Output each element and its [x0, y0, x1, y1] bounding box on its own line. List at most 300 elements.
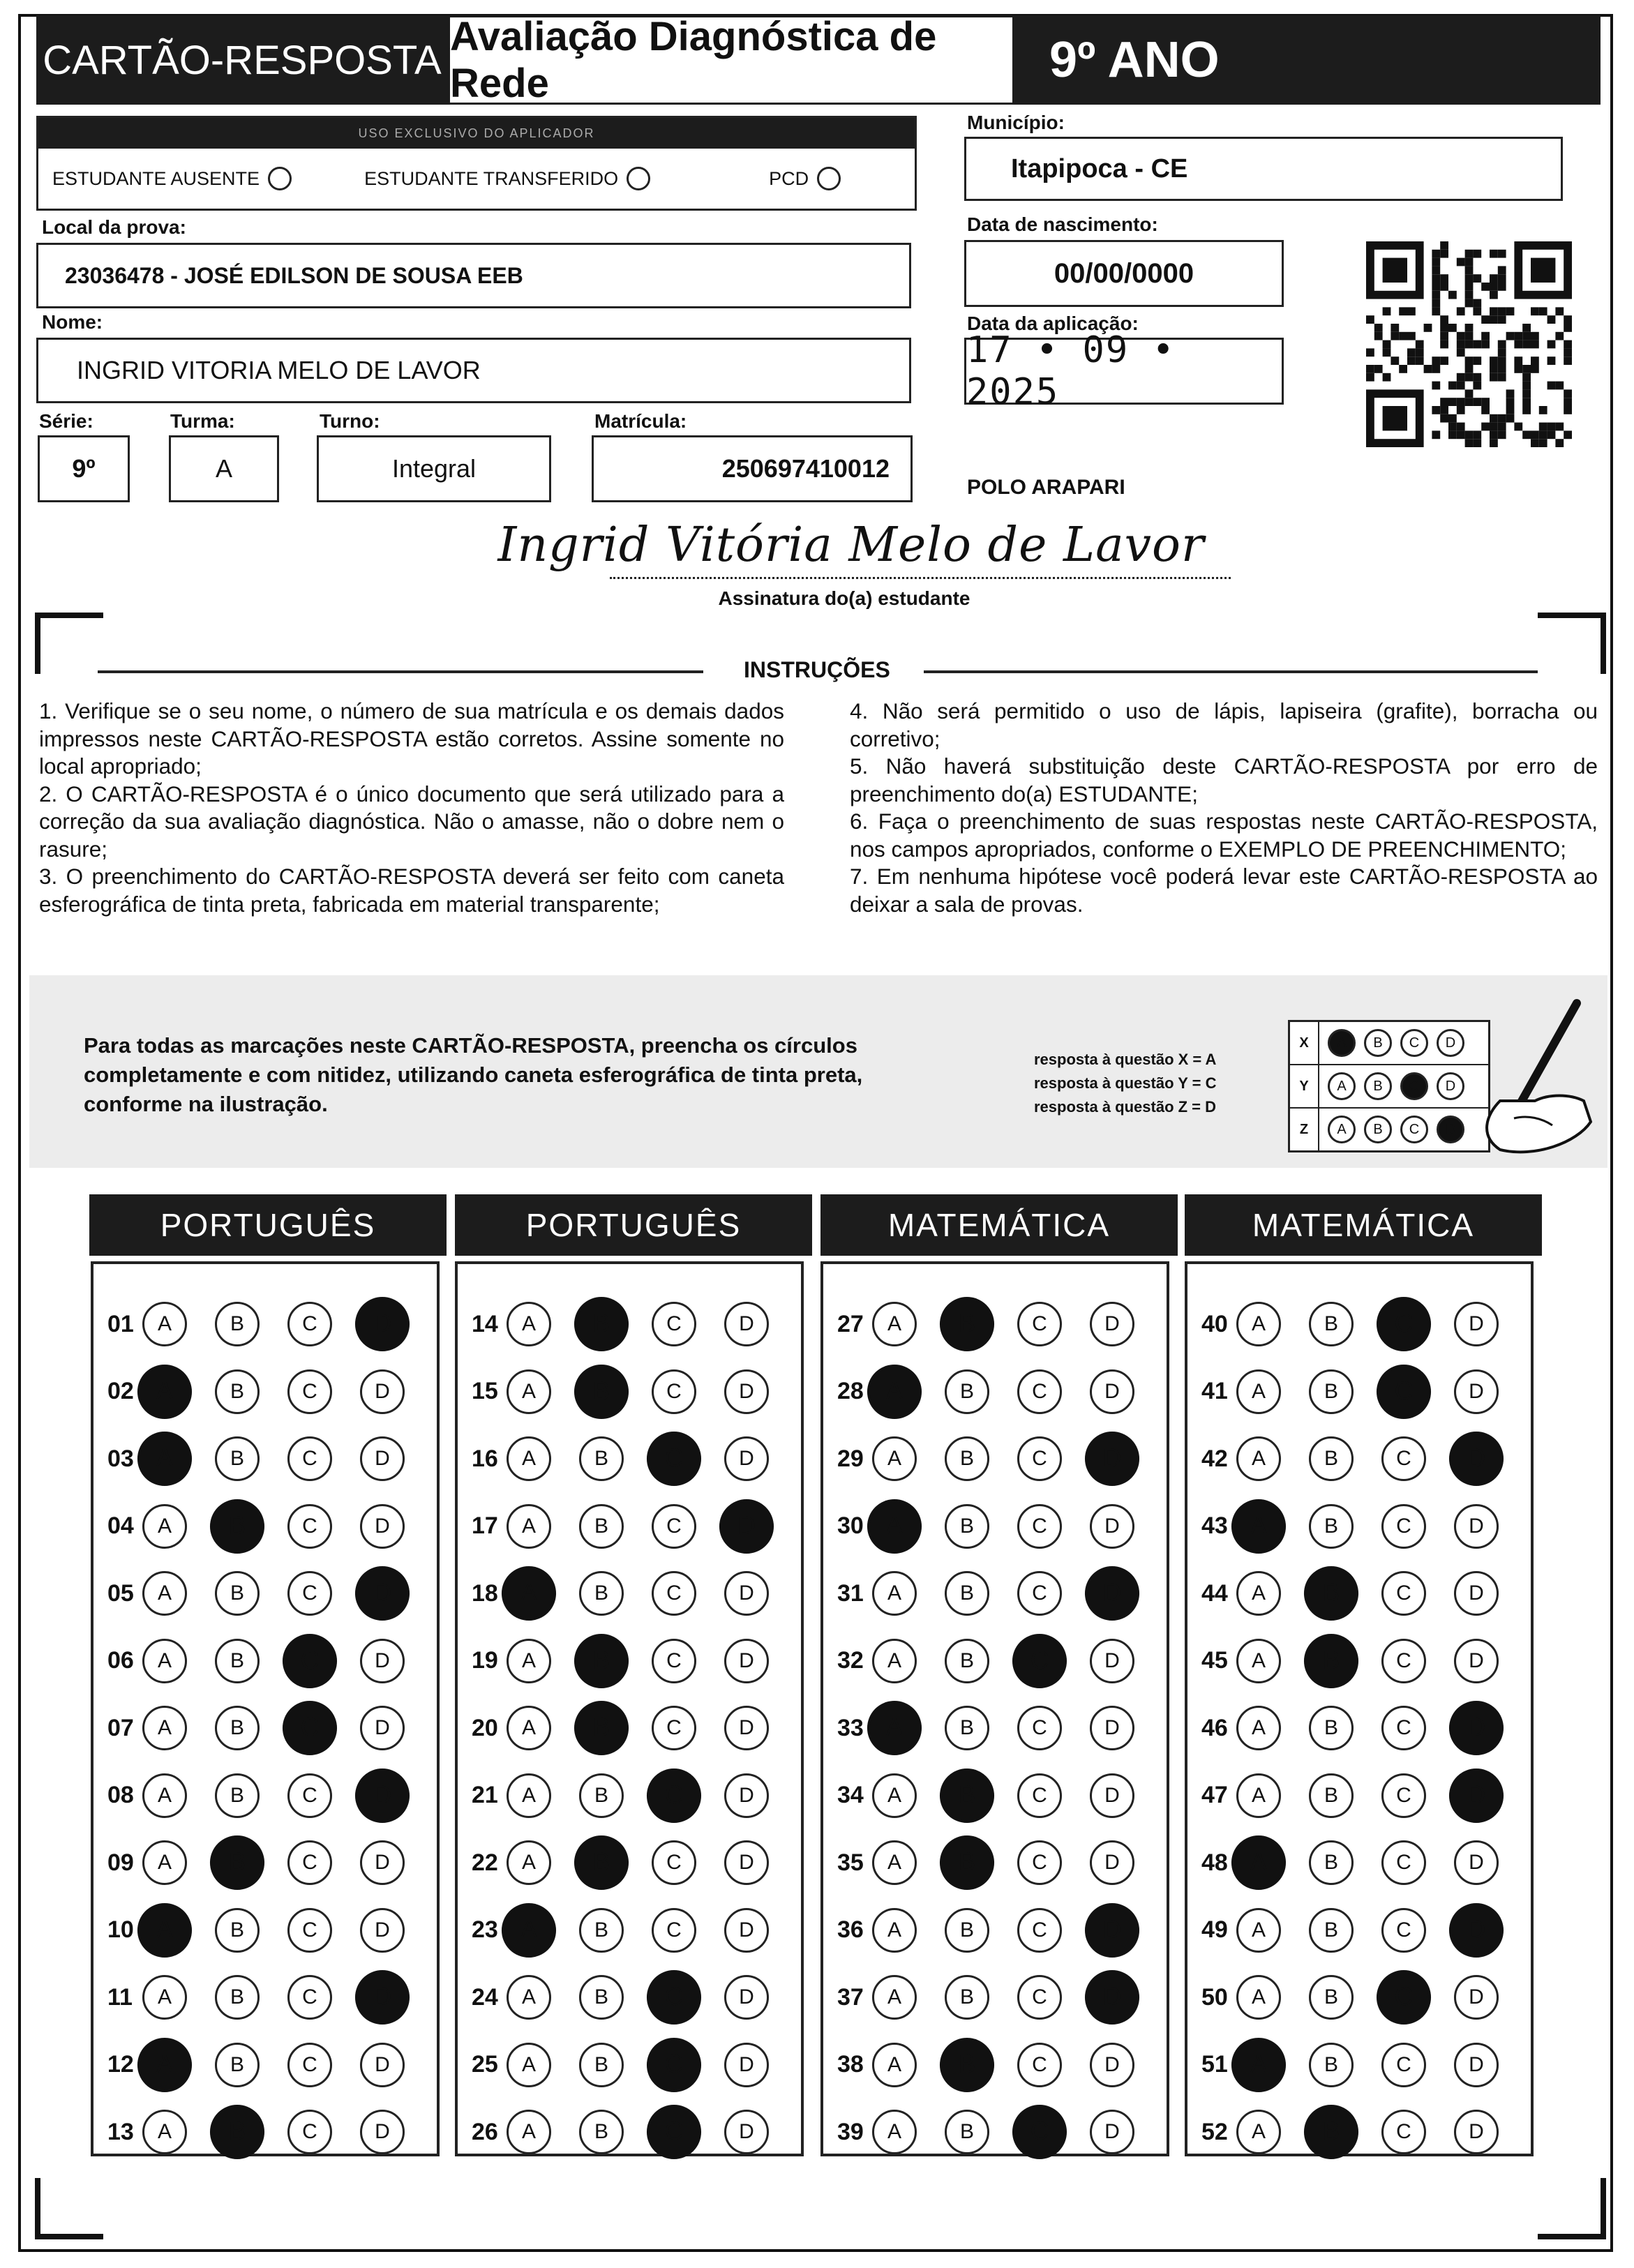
answer-bubble-c[interactable]: C: [1017, 1908, 1062, 1953]
answer-bubble-b[interactable]: B: [215, 1773, 260, 1818]
answer-bubble-d[interactable]: D: [1090, 2110, 1134, 2154]
answer-bubble-b[interactable]: B: [579, 1504, 624, 1549]
section-title: PORTUGUÊS: [89, 1194, 447, 1256]
answer-bubble-c[interactable]: C: [1377, 1364, 1431, 1418]
answer-bubble-a[interactable]: A: [867, 1701, 922, 1755]
answer-bubble-d[interactable]: D: [1454, 1571, 1499, 1616]
answer-bubble-c[interactable]: C: [652, 1302, 696, 1346]
question-row: [472, 1364, 797, 1420]
answer-bubble-c[interactable]: C: [652, 1571, 696, 1616]
answer-bubble-a[interactable]: A: [1231, 1499, 1286, 1553]
answer-bubble-d[interactable]: D: [360, 1706, 405, 1750]
question-row: [472, 1431, 797, 1487]
answer-bubble-b[interactable]: B: [1309, 1504, 1354, 1549]
answer-bubble-c[interactable]: C: [283, 1633, 337, 1688]
answer-bubble-c[interactable]: C: [647, 2037, 701, 2091]
answer-bubble-c[interactable]: C: [287, 1369, 332, 1414]
answer-bubble-d[interactable]: D: [360, 1840, 405, 1885]
answer-bubble-b[interactable]: B: [215, 1369, 260, 1414]
answer-bubble-c[interactable]: C: [287, 1975, 332, 2020]
answer-bubble-b[interactable]: B: [945, 1639, 989, 1683]
answer-bubble-d[interactable]: D: [1090, 1840, 1134, 1885]
answer-bubble-a[interactable]: A: [872, 2110, 917, 2154]
corner-mark-bottom-right: [1538, 2178, 1606, 2239]
answer-bubble-d[interactable]: D: [1454, 1302, 1499, 1346]
answer-bubble-b[interactable]: B: [945, 1436, 989, 1481]
answer-bubble-c[interactable]: C: [287, 2043, 332, 2087]
answer-bubble-a[interactable]: A: [502, 1566, 556, 1621]
answer-bubble-a[interactable]: A: [1236, 1369, 1281, 1414]
answer-bubble-c[interactable]: C: [1381, 1639, 1426, 1683]
answer-bubble-b[interactable]: B: [1309, 1975, 1354, 2020]
answer-bubble-b[interactable]: B: [940, 2037, 994, 2091]
answer-bubble-d[interactable]: D: [1085, 1432, 1139, 1486]
answer-bubble-d[interactable]: D: [1454, 1639, 1499, 1683]
question-row: [107, 1835, 433, 1891]
fill-example-grid: [1288, 1020, 1490, 1152]
example-bubble-a: A: [1328, 1116, 1356, 1143]
answer-bubble-a[interactable]: A: [507, 1975, 551, 2020]
answer-bubble-a[interactable]: A: [1231, 1835, 1286, 1890]
answer-bubble-c[interactable]: C: [1377, 1970, 1431, 2025]
question-row: [472, 2037, 797, 2093]
answer-bubble-b[interactable]: B: [574, 1297, 629, 1351]
answer-bubble-a[interactable]: A: [867, 1499, 922, 1553]
answer-bubble-c[interactable]: C: [652, 1706, 696, 1750]
answer-bubble-a[interactable]: A: [507, 1773, 551, 1818]
answer-bubble-d[interactable]: D: [355, 1566, 410, 1621]
answer-bubble-b[interactable]: B: [579, 2110, 624, 2154]
question-row: [1201, 1431, 1527, 1487]
answer-bubble-d[interactable]: D: [1454, 1504, 1499, 1549]
answer-bubble-b[interactable]: B: [215, 1639, 260, 1683]
answer-bubble-d[interactable]: D: [724, 1840, 769, 1885]
city-field: Itapipoca - CE: [964, 137, 1563, 201]
answer-bubble-d[interactable]: D: [360, 1369, 405, 1414]
answer-bubble-c[interactable]: C: [1381, 1436, 1426, 1481]
answer-bubble-d[interactable]: D: [1085, 1566, 1139, 1621]
answer-bubble-d[interactable]: D: [355, 1768, 410, 1822]
answer-bubble-a[interactable]: A: [872, 1773, 917, 1818]
question-number: 41: [1201, 1378, 1228, 1404]
answer-bubble-d[interactable]: D: [1454, 1975, 1499, 2020]
answer-bubble-a[interactable]: A: [507, 2110, 551, 2154]
answer-bubble-d[interactable]: D: [1454, 2043, 1499, 2087]
answer-bubble-c[interactable]: C: [287, 1504, 332, 1549]
answer-bubble-c[interactable]: C: [1012, 2105, 1067, 2159]
question-number: 47: [1201, 1782, 1228, 1808]
answer-bubble-d[interactable]: D: [724, 1639, 769, 1683]
answer-bubble-d[interactable]: D: [360, 1908, 405, 1953]
absent-label: ESTUDANTE AUSENTE: [52, 167, 260, 189]
question-number: 25: [472, 2051, 498, 2078]
answer-bubble-b[interactable]: B: [945, 1975, 989, 2020]
answer-bubble-b[interactable]: B: [579, 1773, 624, 1818]
answer-bubble-b[interactable]: B: [1309, 1908, 1354, 1953]
question-number: 27: [837, 1310, 864, 1337]
answer-bubble-a[interactable]: A: [1236, 1436, 1281, 1481]
answer-bubble-a[interactable]: A: [142, 1639, 187, 1683]
answer-bubble-d[interactable]: D: [1090, 1302, 1134, 1346]
answer-bubble-b[interactable]: B: [945, 1706, 989, 1750]
class-label: Turma:: [170, 410, 235, 432]
answer-bubble-b[interactable]: B: [210, 2105, 264, 2159]
answer-bubble-b[interactable]: B: [574, 1835, 629, 1890]
answer-bubble-a[interactable]: A: [872, 1975, 917, 2020]
question-row: [472, 1633, 797, 1689]
answer-bubble-a[interactable]: A: [142, 1773, 187, 1818]
question-row: [472, 1835, 797, 1891]
answer-bubble-d[interactable]: D: [1090, 1773, 1134, 1818]
answer-bubble-d[interactable]: D: [1454, 2110, 1499, 2154]
fill-example-legend: [1034, 1048, 1216, 1119]
answer-column: [91, 1261, 440, 2156]
answer-bubble-a[interactable]: A: [142, 1504, 187, 1549]
question-row: [107, 1499, 433, 1554]
pcd-radio[interactable]: [817, 167, 841, 190]
answer-bubble-a[interactable]: A: [507, 1369, 551, 1414]
legend-y: resposta à questão Y = C: [1034, 1074, 1217, 1092]
fill-example-text: Para todas as marcações neste CARTÃO-RESPOSTA, preencha os círculos completamente e com nitidez, utilizando caneta esferográfica de tinta preta, conforme na ilustração.: [84, 1033, 863, 1116]
answer-bubble-c[interactable]: C: [1377, 1297, 1431, 1351]
question-row: [1201, 1296, 1527, 1352]
answer-bubble-c[interactable]: C: [1017, 1773, 1062, 1818]
question-number: 30: [837, 1512, 864, 1539]
answer-bubble-c[interactable]: C: [1381, 1571, 1426, 1616]
enrollment-field: 250697410012: [592, 435, 913, 502]
question-row: [837, 2104, 1162, 2160]
answer-bubble-a[interactable]: A: [1231, 2037, 1286, 2091]
question-number: 24: [472, 1983, 498, 2011]
answer-bubble-c[interactable]: C: [287, 1302, 332, 1346]
question-number: 01: [107, 1310, 134, 1337]
example-bubble-b: B: [1364, 1116, 1392, 1143]
answer-bubble-b[interactable]: B: [579, 1436, 624, 1481]
answer-bubble-b[interactable]: B: [579, 1571, 624, 1616]
answer-bubble-a[interactable]: A: [872, 1908, 917, 1953]
question-number: 19: [472, 1647, 498, 1674]
question-row: [837, 2037, 1162, 2093]
answer-bubble-c[interactable]: C: [652, 1908, 696, 1953]
answer-bubble-d[interactable]: D: [1085, 1970, 1139, 2025]
answer-bubble-c[interactable]: C: [1017, 1369, 1062, 1414]
city-label: Município:: [967, 112, 1065, 133]
answer-bubble-c[interactable]: C: [1017, 1436, 1062, 1481]
answer-bubble-b[interactable]: B: [215, 2043, 260, 2087]
answer-bubble-b[interactable]: B: [1309, 1706, 1354, 1750]
answer-bubble-c[interactable]: C: [652, 1369, 696, 1414]
class-field: A: [169, 435, 279, 502]
name-label: Nome:: [42, 311, 103, 333]
transferred-radio[interactable]: [627, 167, 650, 190]
answer-bubble-d[interactable]: D: [724, 1773, 769, 1818]
answer-bubble-c[interactable]: C: [647, 1768, 701, 1822]
answer-bubble-a[interactable]: A: [507, 2043, 551, 2087]
answer-bubble-b[interactable]: B: [215, 1706, 260, 1750]
answer-bubble-d[interactable]: D: [1449, 1902, 1504, 1957]
answer-bubble-d[interactable]: D: [724, 2110, 769, 2154]
answer-bubble-c[interactable]: C: [1381, 2043, 1426, 2087]
question-row: [837, 1565, 1162, 1621]
answer-bubble-b[interactable]: B: [940, 1768, 994, 1822]
absent-radio[interactable]: [268, 167, 292, 190]
answer-bubble-c[interactable]: C: [287, 1436, 332, 1481]
section-title: PORTUGUÊS: [455, 1194, 812, 1256]
question-number: 15: [472, 1378, 498, 1404]
question-row: [472, 2104, 797, 2160]
answer-bubble-a[interactable]: A: [872, 1571, 917, 1616]
answer-bubble-b[interactable]: B: [574, 1633, 629, 1688]
answer-bubble-a[interactable]: A: [1236, 1975, 1281, 2020]
answer-bubble-b[interactable]: B: [1309, 1436, 1354, 1481]
answer-bubble-c[interactable]: C: [647, 1970, 701, 2025]
answer-bubble-d[interactable]: D: [1085, 1902, 1139, 1957]
answer-bubble-a[interactable]: A: [507, 1302, 551, 1346]
answer-bubble-c[interactable]: C: [1017, 1571, 1062, 1616]
answer-bubble-c[interactable]: C: [647, 1432, 701, 1486]
answer-bubble-d[interactable]: D: [1090, 1504, 1134, 1549]
answer-bubble-b[interactable]: B: [945, 2110, 989, 2154]
answer-bubble-c[interactable]: C: [1381, 1706, 1426, 1750]
answer-bubble-c[interactable]: C: [283, 1701, 337, 1755]
question-row: [107, 1431, 433, 1487]
question-number: 35: [837, 1849, 864, 1876]
answer-bubble-b[interactable]: B: [215, 1571, 260, 1616]
question-row: [1201, 1700, 1527, 1756]
answer-bubble-a[interactable]: A: [507, 1504, 551, 1549]
answer-bubble-c[interactable]: C: [287, 2110, 332, 2154]
question-number: 21: [472, 1782, 498, 1808]
answer-bubble-b[interactable]: B: [210, 1499, 264, 1553]
answer-bubble-d[interactable]: D: [1449, 1432, 1504, 1486]
answer-bubble-a[interactable]: A: [1236, 1639, 1281, 1683]
answer-bubble-b[interactable]: B: [579, 1975, 624, 2020]
question-row: [837, 1364, 1162, 1420]
answer-bubble-d[interactable]: D: [1090, 2043, 1134, 2087]
answer-bubble-a[interactable]: A: [872, 1639, 917, 1683]
answer-bubble-c[interactable]: C: [287, 1840, 332, 1885]
example-bubble-d: D: [1437, 1072, 1464, 1100]
answer-bubble-b[interactable]: B: [945, 1504, 989, 1549]
answer-bubble-a[interactable]: A: [142, 1302, 187, 1346]
answer-bubble-d[interactable]: D: [1090, 1369, 1134, 1414]
answer-bubble-c[interactable]: C: [647, 2105, 701, 2159]
answer-bubble-c[interactable]: C: [1381, 1773, 1426, 1818]
answer-bubble-a[interactable]: A: [1236, 1773, 1281, 1818]
answer-bubble-b[interactable]: B: [574, 1701, 629, 1755]
question-row: [837, 1499, 1162, 1554]
answer-bubble-b[interactable]: B: [945, 1571, 989, 1616]
example-bubble-a: A: [1328, 1072, 1356, 1100]
answer-bubble-a[interactable]: A: [1236, 1302, 1281, 1346]
answer-bubble-d[interactable]: D: [360, 2110, 405, 2154]
answer-bubble-d[interactable]: D: [724, 1706, 769, 1750]
answer-bubble-b[interactable]: B: [1309, 1840, 1354, 1885]
answer-bubble-d[interactable]: D: [724, 1571, 769, 1616]
question-row: [472, 1969, 797, 2025]
answer-bubble-c[interactable]: C: [1381, 2110, 1426, 2154]
answer-bubble-d[interactable]: D: [355, 1970, 410, 2025]
example-bubble-b: B: [1364, 1072, 1392, 1100]
question-number: 09: [107, 1849, 134, 1876]
answer-bubble-c[interactable]: C: [1017, 1975, 1062, 2020]
question-number: 36: [837, 1916, 864, 1943]
answer-bubble-b[interactable]: B: [215, 1302, 260, 1346]
answer-bubble-b[interactable]: B: [574, 1364, 629, 1418]
answer-bubble-b[interactable]: B: [215, 1975, 260, 2020]
answer-bubble-d[interactable]: D: [719, 1499, 774, 1553]
answer-bubble-a[interactable]: A: [137, 1432, 192, 1486]
answer-bubble-a[interactable]: A: [1236, 1571, 1281, 1616]
signature-line: [610, 577, 1231, 579]
answer-bubble-c[interactable]: C: [1381, 1840, 1426, 1885]
answer-bubble-a[interactable]: A: [142, 1571, 187, 1616]
answer-bubble-c[interactable]: C: [1017, 1302, 1062, 1346]
series-field: 9º: [38, 435, 130, 502]
answer-bubble-b[interactable]: B: [215, 1436, 260, 1481]
series-label: Série:: [39, 410, 93, 432]
answer-bubble-c[interactable]: C: [1381, 1504, 1426, 1549]
question-number: 48: [1201, 1849, 1228, 1876]
question-row: [837, 1969, 1162, 2025]
answer-bubble-b[interactable]: B: [210, 1835, 264, 1890]
answer-bubble-d[interactable]: D: [360, 2043, 405, 2087]
qr-code: [1366, 234, 1573, 458]
answer-bubble-a[interactable]: A: [872, 2043, 917, 2087]
answer-bubble-a[interactable]: A: [872, 1436, 917, 1481]
answer-bubble-d[interactable]: D: [724, 2043, 769, 2087]
answer-bubble-c[interactable]: C: [1381, 1908, 1426, 1953]
question-number: 04: [107, 1512, 134, 1539]
answer-bubble-c[interactable]: C: [1017, 1840, 1062, 1885]
answer-bubble-d[interactable]: D: [360, 1504, 405, 1549]
answer-bubble-a[interactable]: A: [137, 2037, 192, 2091]
answer-bubble-a[interactable]: A: [872, 1302, 917, 1346]
answer-bubble-a[interactable]: A: [507, 1639, 551, 1683]
answer-bubble-c[interactable]: C: [1017, 2043, 1062, 2087]
answer-bubble-a[interactable]: A: [137, 1364, 192, 1418]
answer-bubble-c[interactable]: C: [652, 1639, 696, 1683]
answer-bubble-a[interactable]: A: [142, 1840, 187, 1885]
answer-bubble-d[interactable]: D: [360, 1436, 405, 1481]
answer-bubble-a[interactable]: A: [872, 1840, 917, 1885]
question-number: 22: [472, 1849, 498, 1876]
answer-bubble-b[interactable]: B: [579, 2043, 624, 2087]
example-bubble-d: D: [1437, 1029, 1464, 1057]
polo-label: POLO ARAPARI: [967, 476, 1125, 499]
answer-bubble-b[interactable]: B: [1309, 1302, 1354, 1346]
answer-bubble-d[interactable]: D: [1090, 1706, 1134, 1750]
answer-bubble-b[interactable]: B: [945, 1369, 989, 1414]
answer-bubble-b[interactable]: B: [1304, 1566, 1358, 1621]
question-number: 45: [1201, 1647, 1228, 1674]
answer-bubble-b[interactable]: B: [1304, 2105, 1358, 2159]
answer-bubble-d[interactable]: D: [724, 1975, 769, 2020]
exam-name: Avaliação Diagnóstica de Rede: [448, 15, 1014, 105]
answer-bubble-d[interactable]: D: [360, 1639, 405, 1683]
answer-bubble-b[interactable]: B: [1309, 1369, 1354, 1414]
answer-bubble-b[interactable]: B: [579, 1908, 624, 1953]
answer-bubble-a[interactable]: A: [507, 1840, 551, 1885]
answer-bubble-b[interactable]: B: [1304, 1633, 1358, 1688]
question-number: 06: [107, 1647, 134, 1674]
answer-bubble-d[interactable]: D: [724, 1436, 769, 1481]
answer-bubble-d[interactable]: D: [724, 1908, 769, 1953]
answer-bubble-a[interactable]: A: [507, 1706, 551, 1750]
instructions-rule-right: [924, 670, 1538, 673]
answer-bubble-a[interactable]: A: [867, 1364, 922, 1418]
example-bubble-c: C: [1400, 1029, 1428, 1057]
answer-bubble-a[interactable]: A: [1236, 2110, 1281, 2154]
answer-bubble-b[interactable]: B: [940, 1835, 994, 1890]
hand-pen-illustration: [1472, 996, 1605, 1158]
answer-bubble-d[interactable]: D: [1090, 1639, 1134, 1683]
answer-bubble-c[interactable]: C: [1017, 1706, 1062, 1750]
answer-bubble-a[interactable]: A: [1236, 1908, 1281, 1953]
answer-bubble-d[interactable]: D: [1454, 1369, 1499, 1414]
answer-bubble-c[interactable]: C: [652, 1840, 696, 1885]
answer-bubble-a[interactable]: A: [507, 1436, 551, 1481]
answer-bubble-a[interactable]: A: [137, 1902, 192, 1957]
answer-bubble-d[interactable]: D: [724, 1302, 769, 1346]
question-number: 03: [107, 1445, 134, 1472]
question-row: [472, 1565, 797, 1621]
corner-mark-top-left: [35, 613, 103, 674]
answer-bubble-d[interactable]: D: [355, 1297, 410, 1351]
question-row: [837, 1633, 1162, 1689]
answer-bubble-c[interactable]: C: [1012, 1633, 1067, 1688]
answer-bubble-b[interactable]: B: [215, 1908, 260, 1953]
answer-bubble-d[interactable]: D: [1449, 1701, 1504, 1755]
question-number: 11: [107, 1983, 133, 2011]
instructions-title: INSTRUÇÕES: [744, 657, 890, 682]
answer-bubble-d[interactable]: D: [1454, 1840, 1499, 1885]
question-row: [472, 1499, 797, 1554]
question-number: 26: [472, 2118, 498, 2145]
legend-z: resposta à questão Z = D: [1034, 1098, 1217, 1116]
question-number: 38: [837, 2051, 864, 2078]
question-row: [1201, 1499, 1527, 1554]
question-number: 42: [1201, 1445, 1228, 1472]
instructions-rule-left: [98, 670, 703, 673]
answer-bubble-c[interactable]: C: [1017, 1504, 1062, 1549]
example-bubble-b: B: [1364, 1029, 1392, 1057]
answer-bubble-b[interactable]: B: [940, 1297, 994, 1351]
answer-bubble-a[interactable]: A: [142, 1706, 187, 1750]
example-bubble-a: A: [1328, 1029, 1356, 1057]
question-number: 37: [837, 1983, 864, 2011]
answer-bubble-c[interactable]: C: [652, 1504, 696, 1549]
answer-bubble-a[interactable]: A: [142, 2110, 187, 2154]
answer-bubble-d[interactable]: D: [724, 1369, 769, 1414]
question-number: 49: [1201, 1916, 1228, 1943]
answer-bubble-b[interactable]: B: [1309, 2043, 1354, 2087]
answer-bubble-d[interactable]: D: [1449, 1768, 1504, 1822]
answer-bubble-c[interactable]: C: [287, 1773, 332, 1818]
answer-bubble-b[interactable]: B: [1309, 1773, 1354, 1818]
location-label: Local da prova:: [42, 216, 186, 238]
answer-bubble-c[interactable]: C: [287, 1571, 332, 1616]
answer-bubble-a[interactable]: A: [502, 1902, 556, 1957]
question-row: [837, 1768, 1162, 1824]
answer-bubble-a[interactable]: A: [142, 1975, 187, 2020]
question-row: [107, 1364, 433, 1420]
instructions-right: 4. Não será permitido o uso de lápis, lapiseira (grafite), borracha ou corretivo; 5. Não haverá substituição deste CARTÃO-RESPOSTA por erro de preenchimento do(a) ESTUDANTE; 6. Faça o preenchimento de suas respostas neste CARTÃO-RESPOSTA, nos campos apropriados, conforme o EXEMPLO DE PREENCHIMENTO; 7. Em nenhuma hipótese você poderá levar este CARTÃO-RESPOSTA ao deixar a sala de provas.: [850, 698, 1598, 917]
answer-bubble-b[interactable]: B: [945, 1908, 989, 1953]
question-row: [1201, 1768, 1527, 1824]
answer-bubble-c[interactable]: C: [287, 1908, 332, 1953]
answer-bubble-a[interactable]: A: [1236, 1706, 1281, 1750]
